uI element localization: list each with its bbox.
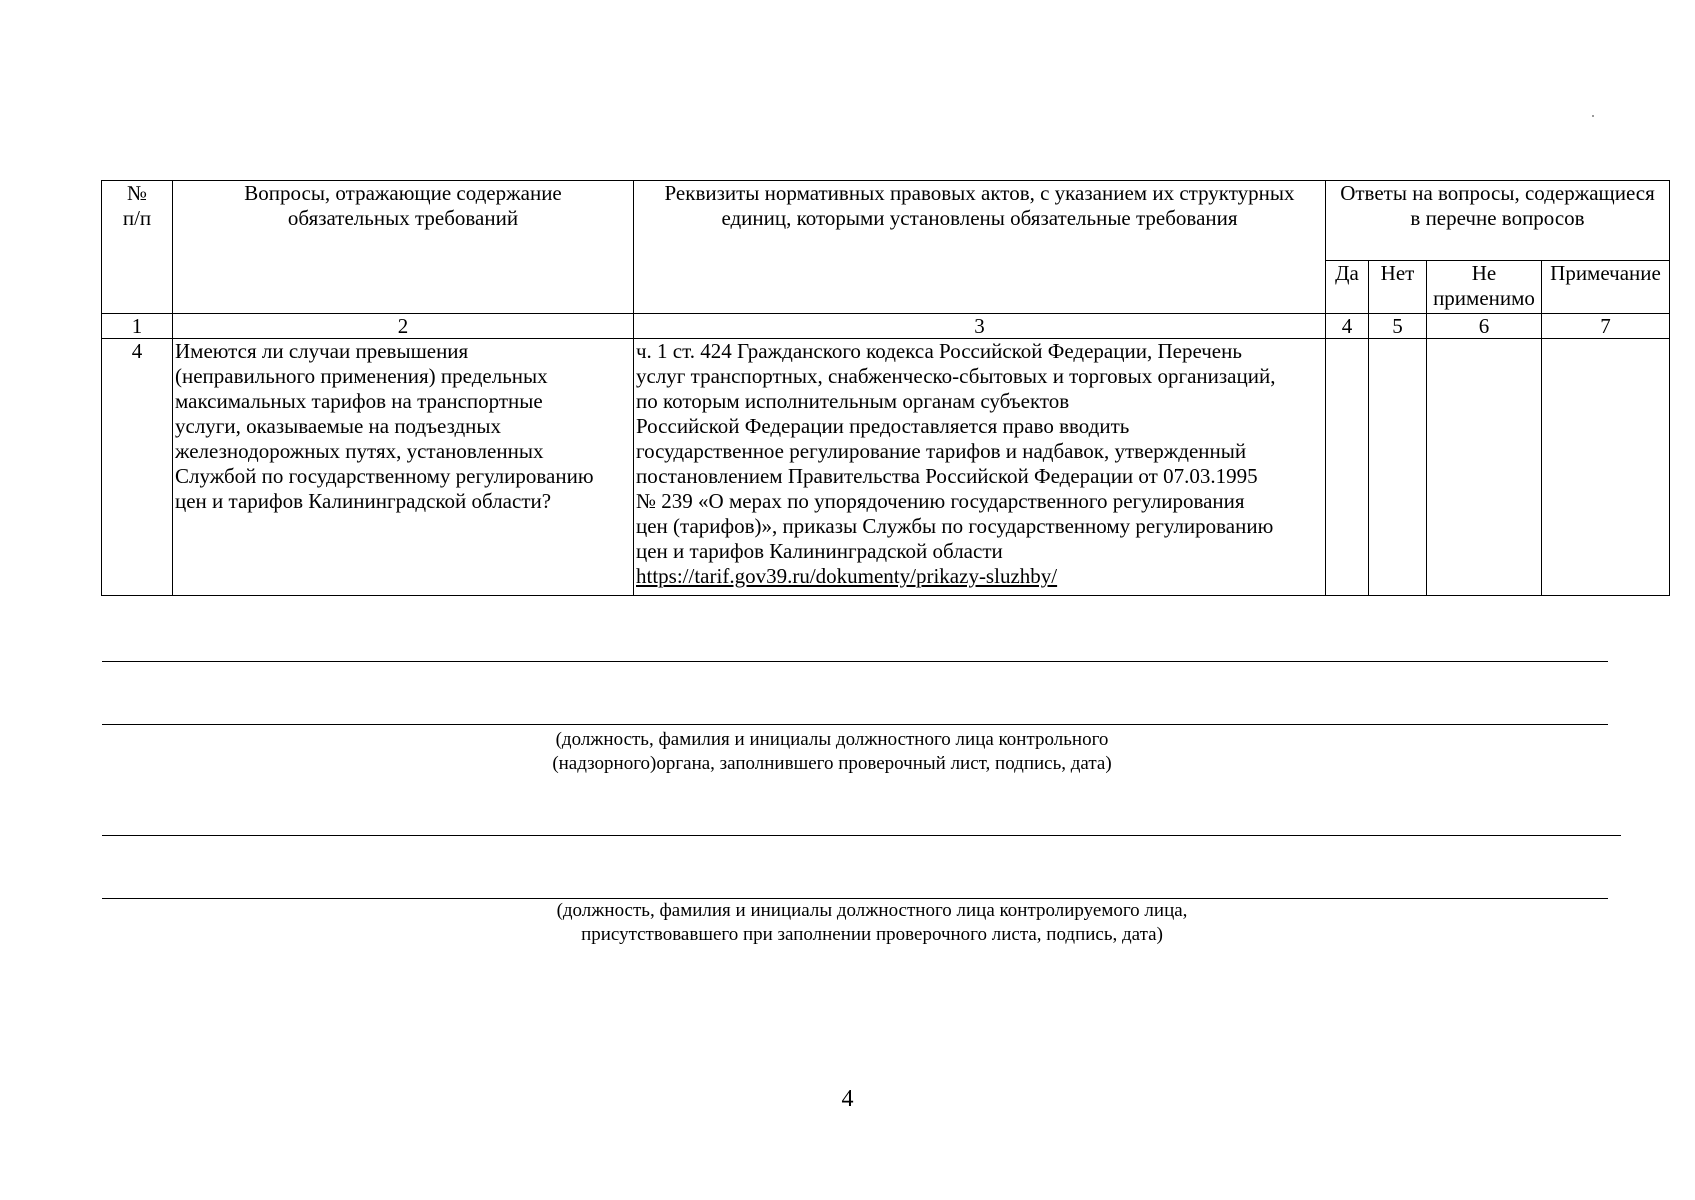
header-no: Нет	[1369, 261, 1427, 314]
column-number: 5	[1369, 314, 1427, 339]
column-number: 7	[1542, 314, 1670, 339]
requisite-line: государственное регулирование тарифов и надбавок, утвержденный	[636, 439, 1247, 463]
column-number-row	[102, 314, 1670, 339]
column-number: 1	[102, 314, 173, 339]
requisite-line: услуг транспортных, снабженческо-сбытовых и торговых организаций,	[636, 364, 1276, 388]
page-number: 4	[841, 1086, 854, 1112]
requisite-line: цен и тарифов Калининградской области	[636, 539, 1003, 563]
question-line: максимальных тарифов на транспортные	[175, 389, 543, 413]
header-num: № п/п	[102, 181, 173, 314]
signature-caption-inspector: (должность, фамилия и инициалы должностного лица контрольного (надзорного)органа, заполнившего проверочный лист, подпись, дата)	[552, 729, 1112, 774]
requisite-line: цен (тарифов)», приказы Службы по государственному регулированию	[636, 514, 1274, 538]
row-number: 4	[102, 339, 173, 596]
requisite-line: № 239 «О мерах по упорядочению государственного регулирования	[636, 489, 1245, 513]
header-questions: Вопросы, отражающие содержание обязательных требований	[173, 181, 634, 314]
signature-caption-controlled: (должность, фамилия и инициалы должностного лица контролируемого лица, присутствовавшего при заполнении проверочного листа, подпись, дата)	[556, 900, 1188, 945]
requisite-line: по которым исполнительным органам субъектов	[636, 389, 1070, 413]
requisites-link[interactable]: https://tarif.gov39.ru/dokumenty/prikazy-sluzhby/	[636, 564, 1058, 588]
scan-speck	[1592, 115, 1594, 117]
table-row	[102, 339, 1670, 596]
header-yes: Да	[1326, 261, 1369, 314]
header-row-top	[102, 181, 1670, 261]
column-number: 3	[634, 314, 1326, 339]
header-answers: Ответы на вопросы, содержащиеся в перечне вопросов	[1326, 181, 1670, 261]
answer-no-cell[interactable]	[1369, 339, 1427, 596]
column-number: 4	[1326, 314, 1369, 339]
signature-line	[102, 835, 1621, 836]
question-line: услуги, оказываемые на подъездных	[175, 414, 502, 438]
requisite-line: Российской Федерации предоставляется право вводить	[636, 414, 1130, 438]
column-number: 6	[1427, 314, 1542, 339]
question-line: железнодорожных путях, установленных	[175, 439, 544, 463]
checklist-table	[101, 180, 1670, 596]
column-number: 2	[173, 314, 634, 339]
header-na: Не применимо	[1427, 261, 1542, 314]
question-line: (неправильного применения) предельных	[175, 364, 548, 388]
signature-line	[102, 724, 1608, 725]
answer-note-cell[interactable]	[1542, 339, 1670, 596]
requisite-line: ч. 1 ст. 424 Гражданского кодекса Российской Федерации, Перечень	[636, 339, 1242, 363]
question-line: Службой по государственному регулированию	[175, 464, 594, 488]
question-line: Имеются ли случаи превышения	[175, 339, 469, 363]
question-cell	[173, 339, 634, 596]
header-note: Примечание	[1542, 261, 1670, 314]
answer-na-cell[interactable]	[1427, 339, 1542, 596]
answer-yes-cell[interactable]	[1326, 339, 1369, 596]
header-requisites: Реквизиты нормативных правовых актов, с указанием их структурных единиц, которыми установлены обязательные требования	[634, 181, 1326, 314]
requisite-line: постановлением Правительства Российской Федерации от 07.03.1995	[636, 464, 1258, 488]
question-line: цен и тарифов Калининградской области?	[175, 489, 552, 513]
signature-line	[102, 661, 1608, 662]
requisites-cell	[634, 339, 1326, 596]
